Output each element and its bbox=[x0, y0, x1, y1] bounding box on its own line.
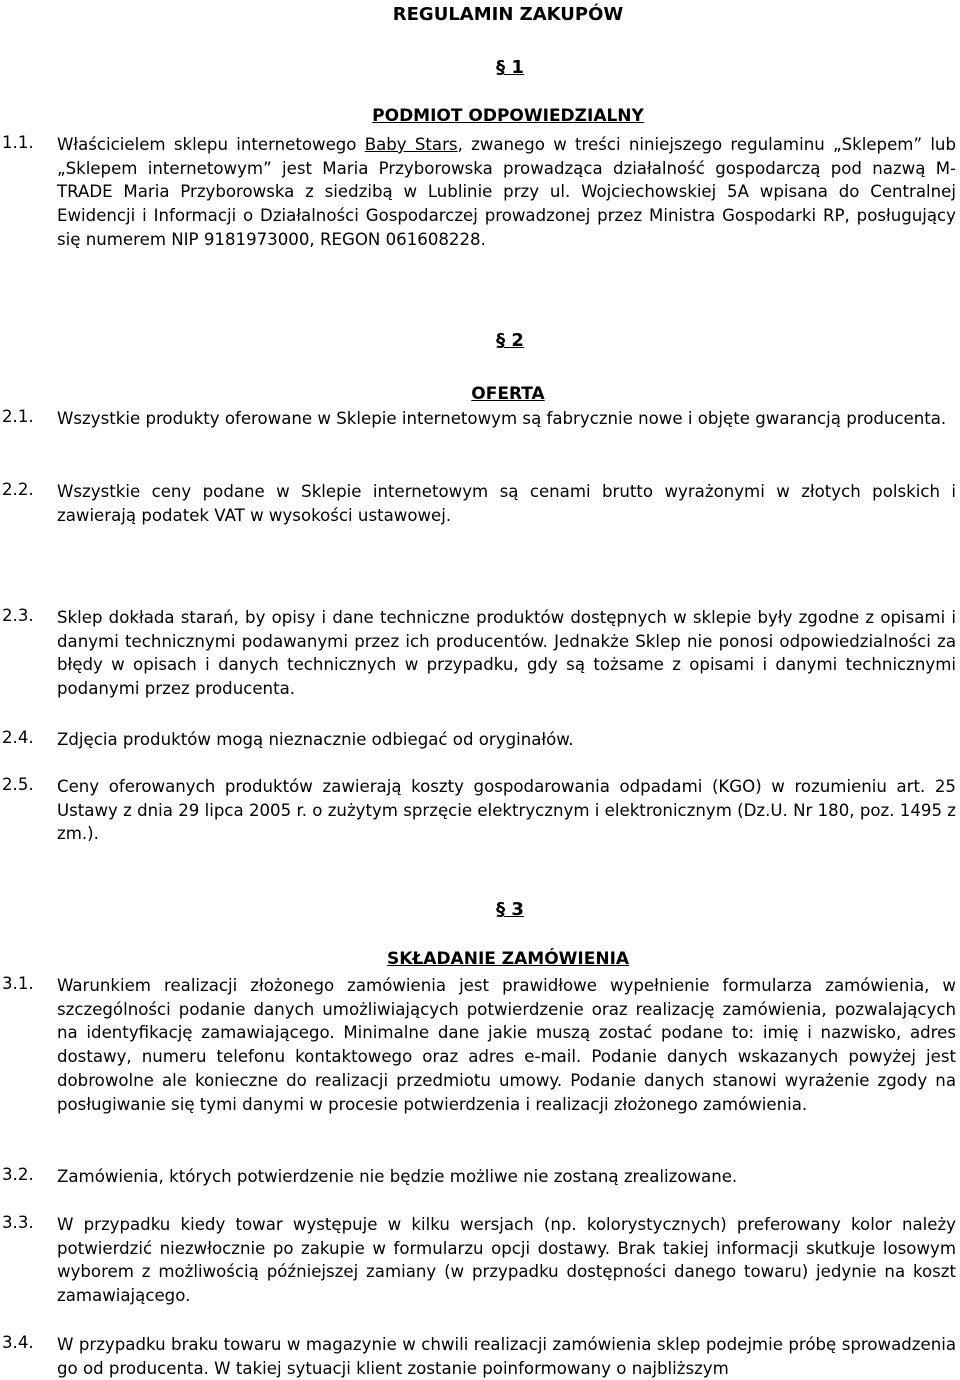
clause-number: 2.3. bbox=[2, 606, 34, 625]
clause-number: 3.3. bbox=[2, 1213, 34, 1232]
clause-number: 2.4. bbox=[2, 728, 34, 747]
clause bbox=[0, 407, 960, 431]
clause bbox=[0, 1333, 960, 1380]
clause-text-part: , zwanego w treści niniejszego regulaminu „Sklepem” lub „Sklepem internetowym” jest Maria Przyborowska prowadząca działalność gospodarczą pod nazwą M-TRADE Maria Przyborowska z siedzibą w Lublinie przy ul. Wojciechowskiej 5A wpisana do Centralnej Ewidencji i Informacji o Działalności Gospodarczej prowadzonej przez Ministra Gospodarki RP, posługujący się numerem NIP 9181973000, REGON 061608228. bbox=[57, 135, 956, 249]
section-number: § 3 bbox=[496, 899, 524, 920]
section-title: PODMIOT ODPOWIEDZIALNY bbox=[372, 106, 644, 126]
clause-text: W przypadku kiedy towar występuje w kilku wersjach (np. kolorystycznych) preferowany kolor należy potwierdzić niezwłocznie po zakupie w formularzu opcji dostawy. Brak takiej informacji skutkuje losowym wyborem z możliwością późniejszej zamiany (w przypadku dostępności danego towaru) jedynie na koszt zamawiającego. bbox=[57, 1215, 956, 1306]
clause bbox=[0, 1165, 960, 1189]
clause-number: 3.4. bbox=[2, 1333, 34, 1352]
clause-number: 2.5. bbox=[2, 775, 34, 794]
clause-number: 1.1. bbox=[2, 133, 34, 152]
clause bbox=[0, 606, 960, 701]
shop-name-link[interactable]: Baby Stars bbox=[364, 135, 458, 154]
section-number: § 2 bbox=[496, 330, 524, 351]
clause-text: Sklep dokłada starań, by opisy i dane techniczne produktów dostępnych w sklepie były zgodne z opisami i danymi technicznymi podawanymi przez ich producentów. Jednakże Sklep nie ponosi odpowiedzialności za błędy w opisach i danych technicznych w przypadku, gdy są tożsame z opisami i danymi technicznymi podanymi przez producenta. bbox=[57, 608, 956, 699]
clause-text: Zdjęcia produktów mogą nieznacznie odbiegać od oryginałów. bbox=[57, 730, 574, 749]
clause-text: Wszystkie ceny podane w Sklepie internetowym są cenami brutto wyrażonymi w złotych polskich i zawierają podatek VAT w wysokości ustawowej. bbox=[57, 482, 956, 525]
clause bbox=[0, 1213, 960, 1308]
clause bbox=[0, 728, 960, 752]
clause-text-part: Właścicielem sklepu internetowego bbox=[57, 135, 365, 154]
section-title: SKŁADANIE ZAMÓWIENIA bbox=[386, 949, 630, 969]
document-title: REGULAMIN ZAKUPÓW bbox=[392, 4, 624, 25]
clause-text: Warunkiem realizacji złożonego zamówienia jest prawidłowe wypełnienie formularza zamówienia, w szczególności podanie danych umożliwiających potwierdzenie oraz realizację zamówienia, pozwalających na identyfikację zamawiającego. Minimalne dane jakie muszą zostać podane to: imię i nazwisko, adres dostawy, numeru telefonu kontaktowego oraz adres e-mail. Podanie danych wskazanych powyżej jest dobrowolne ale konieczne do realizacji przedmiotu umowy. Podanie danych stanowi wyrażenie zgody na posługiwanie się tymi danymi w procesie potwierdzenia i realizacji złożonego zamówienia. bbox=[57, 976, 956, 1114]
clause-text: Wszystkie produkty oferowane w Sklepie internetowym są fabrycznie nowe i objęte gwarancją producenta. bbox=[57, 409, 947, 428]
clause bbox=[0, 974, 960, 1116]
clause bbox=[0, 133, 960, 252]
clause-number: 3.1. bbox=[2, 974, 34, 993]
clause-number: 3.2. bbox=[2, 1165, 34, 1184]
clause-number: 2.2. bbox=[2, 480, 34, 499]
clause bbox=[0, 775, 960, 846]
section-title: OFERTA bbox=[471, 384, 545, 404]
clause-text: Ceny oferowanych produktów zawierają koszty gospodarowania odpadami (KGO) w rozumieniu art. 25 Ustawy z dnia 29 lipca 2005 r. o zużytym sprzęcie elektrycznym i elektronicznym (Dz.U. Nr 180, poz. 1495 z zm.). bbox=[57, 777, 956, 844]
clause bbox=[0, 480, 960, 527]
section-number: § 1 bbox=[496, 57, 524, 78]
clause-number: 2.1. bbox=[2, 407, 34, 426]
clause-text bbox=[57, 133, 956, 252]
clause-text: Zamówienia, których potwierdzenie nie będzie możliwe nie zostaną zrealizowane. bbox=[57, 1167, 738, 1186]
clause-text: W przypadku braku towaru w magazynie w chwili realizacji zamówienia sklep podejmie próbę sprowadzenia go od producenta. W takiej sytuacji klient zostanie poinformowany o najbliższym bbox=[57, 1335, 956, 1378]
